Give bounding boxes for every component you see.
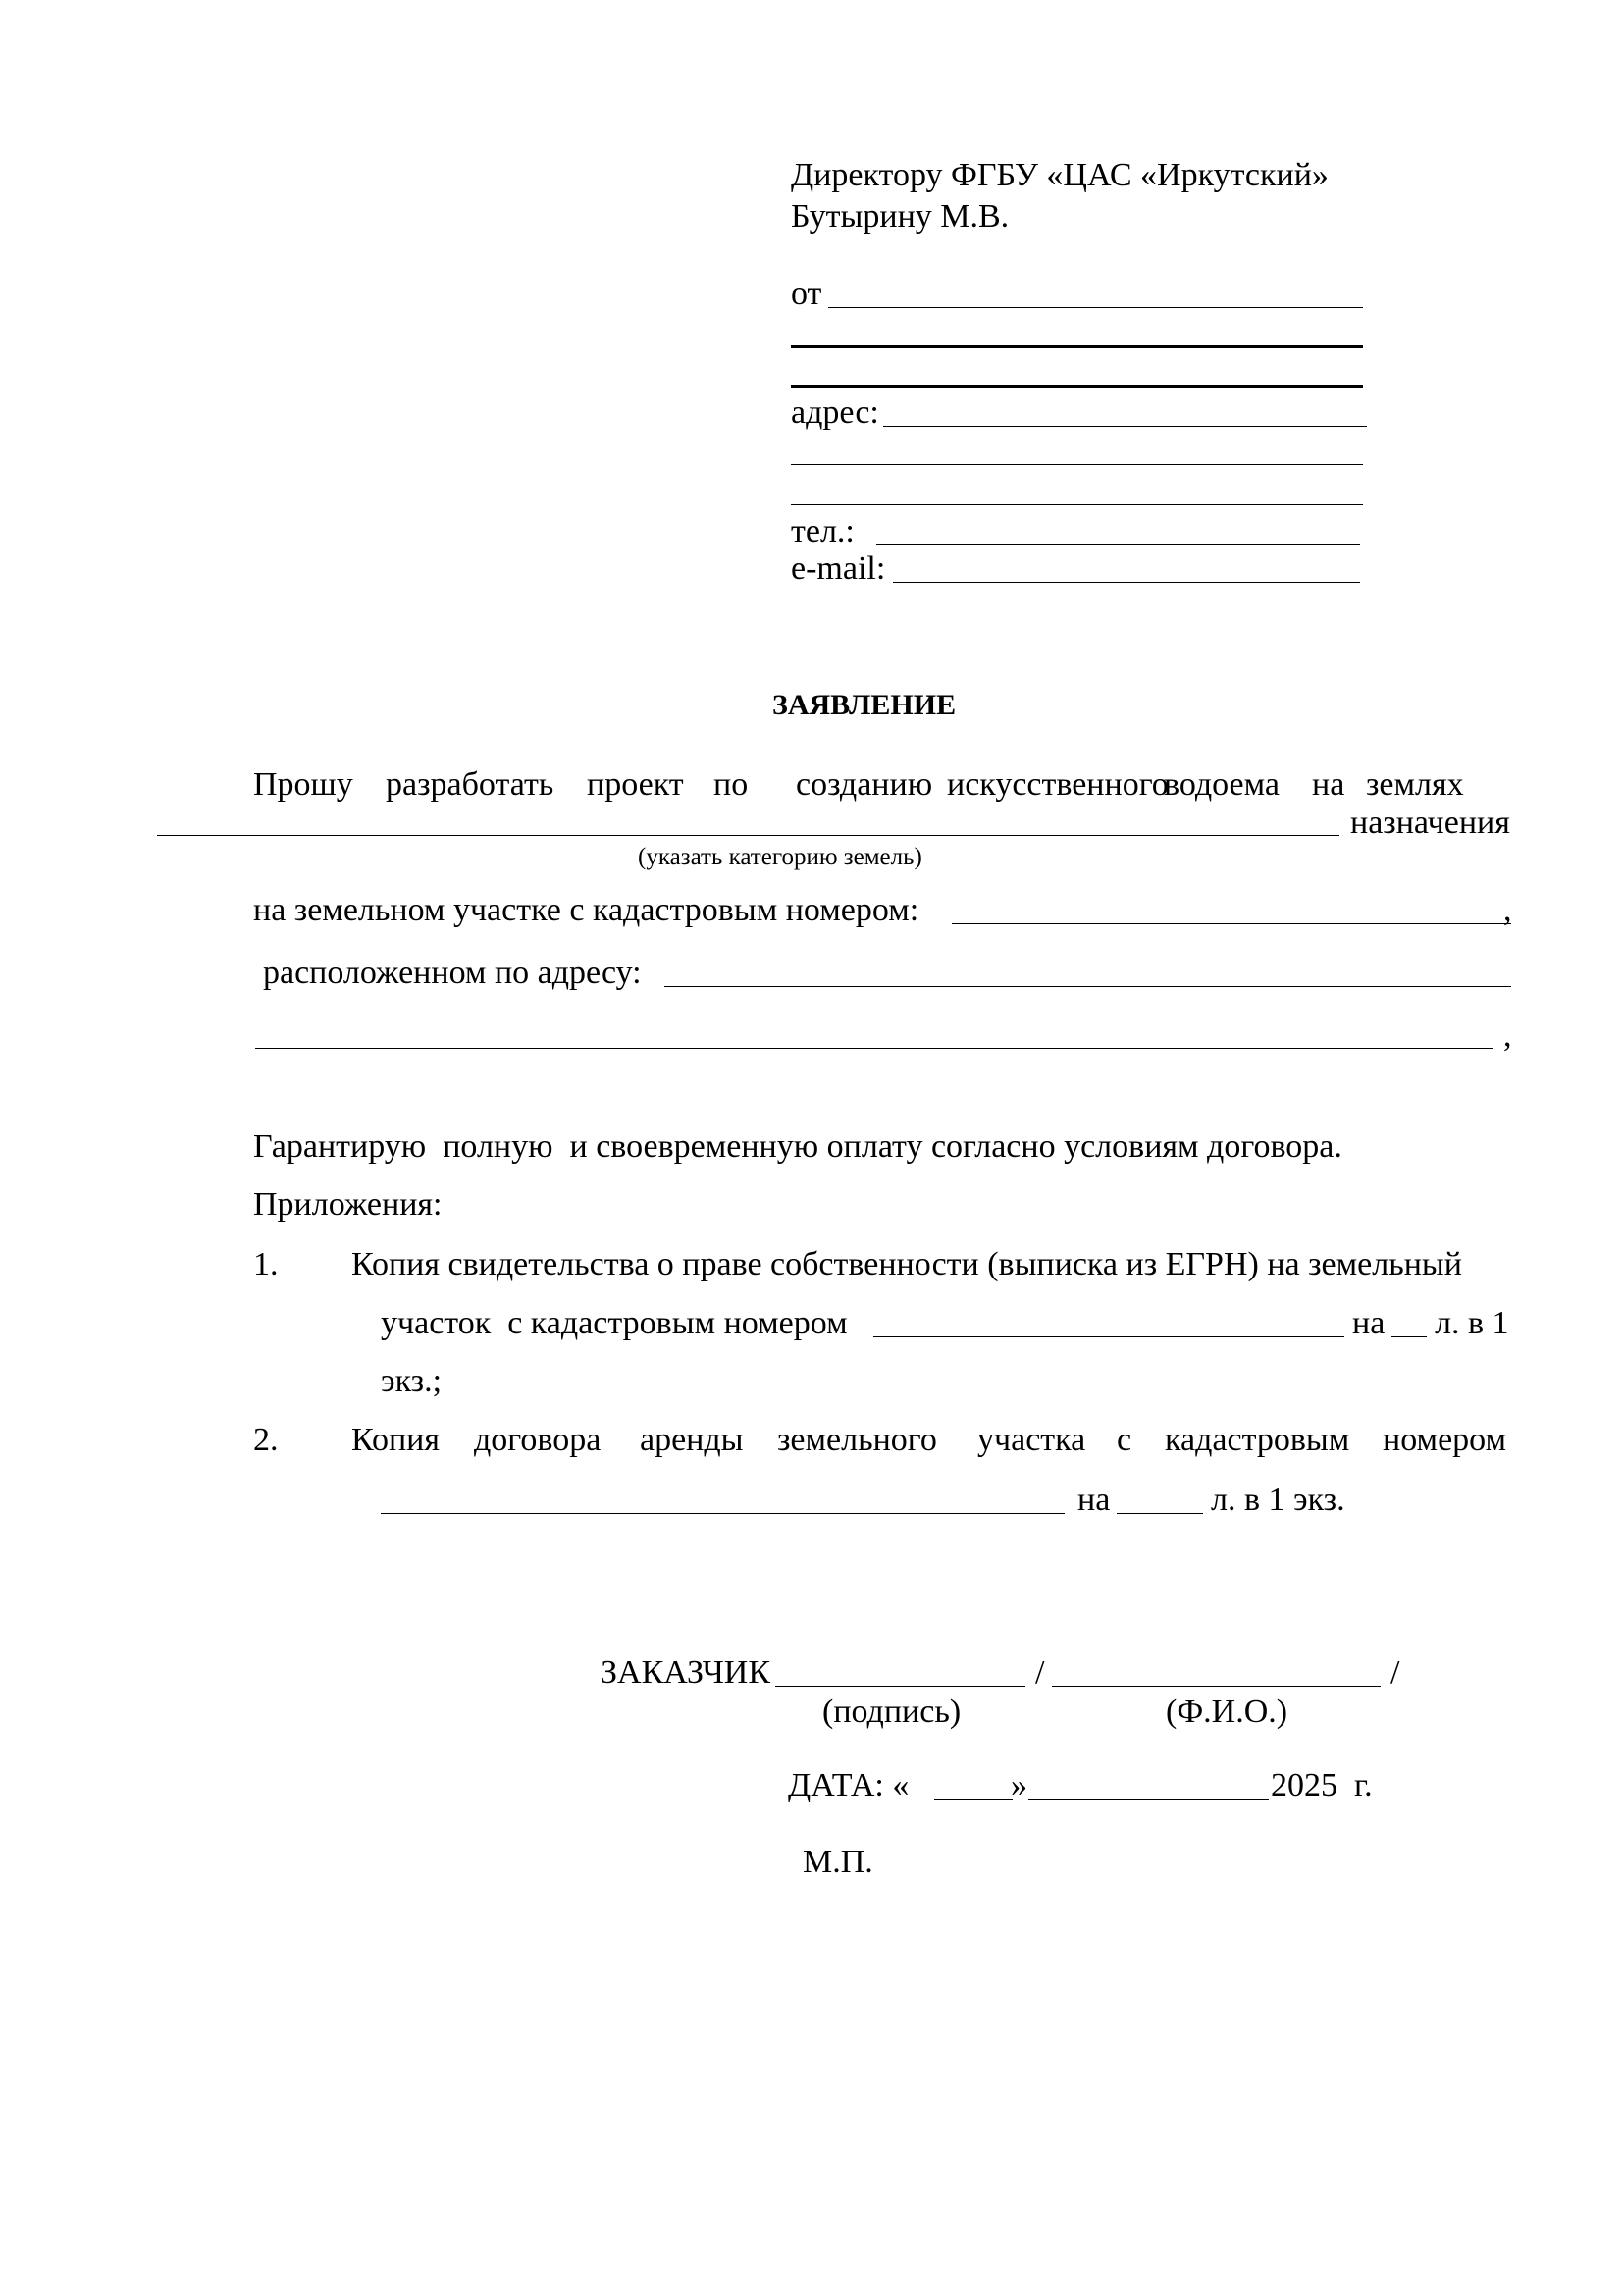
guarantee-text: Гарантирую полную и своевременную оплату согласно условиям договора. bbox=[253, 1128, 1342, 1165]
attachments-label: Приложения: bbox=[253, 1186, 443, 1223]
attachment-number: 1. bbox=[253, 1246, 279, 1282]
request-word: на bbox=[1312, 766, 1345, 803]
request-word: водоема bbox=[1164, 766, 1281, 803]
attachment-2-word: с bbox=[1117, 1422, 1132, 1458]
cadastral-number-field[interactable] bbox=[952, 923, 1511, 924]
from-field[interactable] bbox=[828, 307, 1363, 308]
attachment-2-word: договора bbox=[474, 1422, 602, 1458]
located-label: расположенном по адресу: bbox=[263, 955, 642, 991]
attachment-1-line-1: Копия свидетельства о праве собственности (выписка из ЕГРН) на земельный bbox=[351, 1246, 1462, 1282]
address-line-2[interactable] bbox=[791, 464, 1363, 465]
date-month-field[interactable] bbox=[1028, 1799, 1269, 1800]
location-address-field[interactable] bbox=[664, 986, 1511, 987]
purpose-word: назначения bbox=[1350, 805, 1510, 841]
request-word: по bbox=[713, 766, 749, 803]
request-word: искусственного bbox=[947, 766, 1169, 803]
attachment-2-word: номером bbox=[1383, 1422, 1507, 1458]
land-category-hint: (указать категорию земель) bbox=[638, 844, 922, 870]
attachment-1-sheets-field[interactable] bbox=[1391, 1336, 1427, 1337]
attachment-number: 2. bbox=[253, 1422, 279, 1458]
attachment-1-cadastral-field[interactable] bbox=[873, 1336, 1344, 1337]
land-category-field[interactable] bbox=[157, 835, 1339, 836]
request-word: Прошу bbox=[253, 766, 353, 803]
request-word: землях bbox=[1366, 766, 1464, 803]
cadastral-label: на земельном участке с кадастровым номером: bbox=[253, 892, 919, 928]
location-comma: , bbox=[1503, 1018, 1512, 1054]
attachment-1-line-2: участок с кадастровым номером bbox=[381, 1305, 848, 1341]
cadastral-comma: , bbox=[1503, 892, 1512, 928]
attachment-1-line-3: экз.; bbox=[381, 1363, 443, 1399]
phone-field[interactable] bbox=[876, 544, 1360, 545]
attachment-2-word: участка bbox=[977, 1422, 1086, 1458]
recipient-line-2: Бутырину М.В. bbox=[791, 198, 1010, 235]
location-address-line-2[interactable] bbox=[255, 1048, 1493, 1049]
attachment-1-sheets: л. в 1 bbox=[1435, 1305, 1509, 1341]
from-line-2[interactable] bbox=[791, 345, 1363, 348]
customer-label: ЗАКАЗЧИК bbox=[601, 1654, 771, 1691]
name-hint: (Ф.И.О.) bbox=[1166, 1694, 1288, 1730]
stamp-label: М.П. bbox=[803, 1844, 873, 1880]
document-title: ЗАЯВЛЕНИЕ bbox=[772, 689, 957, 721]
signature-slash: / bbox=[1035, 1654, 1045, 1691]
from-label: от bbox=[791, 276, 822, 312]
attachment-2-cadastral-field[interactable] bbox=[381, 1513, 1065, 1514]
full-name-field[interactable] bbox=[1052, 1686, 1381, 1687]
email-label: e-mail: bbox=[791, 550, 886, 587]
phone-label: тел.: bbox=[791, 513, 855, 549]
name-slash: / bbox=[1390, 1654, 1400, 1691]
address-field[interactable] bbox=[883, 426, 1367, 427]
attachment-2-sheets: л. в 1 экз. bbox=[1211, 1482, 1345, 1518]
attachment-2-word: земельного bbox=[777, 1422, 937, 1458]
attachment-2-sheets-field[interactable] bbox=[1117, 1513, 1203, 1514]
address-line-3[interactable] bbox=[791, 504, 1363, 505]
signature-field[interactable] bbox=[775, 1686, 1025, 1687]
date-day-field[interactable] bbox=[934, 1799, 1013, 1800]
signature-hint: (подпись) bbox=[822, 1694, 962, 1730]
date-quote-close: » bbox=[1011, 1767, 1027, 1803]
date-year: 2025 г. bbox=[1271, 1767, 1373, 1803]
from-line-3[interactable] bbox=[791, 385, 1363, 388]
attachment-2-word: Копия bbox=[351, 1422, 441, 1458]
date-label: ДАТА: « bbox=[788, 1767, 910, 1803]
request-word: созданию bbox=[796, 766, 933, 803]
attachment-1-on: на bbox=[1352, 1305, 1386, 1341]
attachment-2-word: аренды bbox=[640, 1422, 744, 1458]
recipient-line-1: Директору ФГБУ «ЦАС «Иркутский» bbox=[791, 157, 1329, 193]
request-word: разработать bbox=[386, 766, 554, 803]
address-label: адрес: bbox=[791, 394, 879, 431]
attachment-2-on: на bbox=[1077, 1482, 1111, 1518]
attachment-2-word: кадастровым bbox=[1165, 1422, 1350, 1458]
request-word: проект bbox=[587, 766, 684, 803]
email-field[interactable] bbox=[893, 582, 1360, 583]
